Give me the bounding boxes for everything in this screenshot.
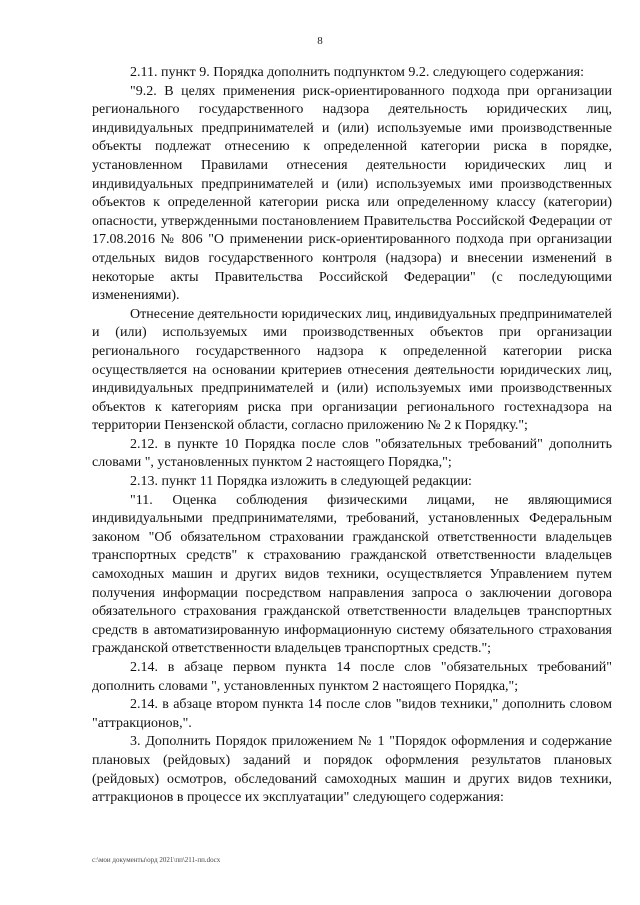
paragraph: "9.2. В целях применения риск-ориентированного подхода при организации регионального государственного надзора деятельность юридических лиц, индивидуальных предпринимателей и (или) используемые ими производственные объекты подлежат отнесению к определенной категории риска в порядке, установленном Правилами отнесения деятельности юридических лиц и индивидуальных предпринимателей и (или) используемых ими производственных объектов к определенной категории риска или определенному классу (категории) опасности, утвержденными постановлением Правительства Российской Федерации от 17.08.2016 № 806 "О применении риск-ориентированного подхода при организации отдельных видов государственного контроля (надзора) и внесении изменений в некоторые акты Правительства Российской Федерации" (с последующими изменениями). [92,83,612,304]
paragraph: Отнесение деятельности юридических лиц, индивидуальных предпринимателей и (или) используемых ими производственных объектов при организации регионального государственного надзора к определенной категории риска осуществляется на основании критериев отнесения деятельности юридических лиц, индивидуальных предпринимателей и (или) используемых ими производственных объектов к категориям риска при организации регионального гостехнадзора на территории Пензенской области, согласно приложению № 2 к Порядку."; [92,306,612,434]
document-body [92,64,612,808]
paragraph: 2.14. в абзаце первом пункта 14 после слов "обязательных требований" дополнить словами ", установленных пунктом 2 настоящего Порядка,"; [92,660,612,694]
footer-file-path: c:\мои документы\орд 2021\пп\211-пп.docx [92,856,221,864]
paragraph: 2.13. пункт 11 Порядка изложить в следующей редакции: [130,474,472,490]
paragraph: 2.12. в пункте 10 Порядка после слов "обязательных требований" дополнить словами ", установленных пунктом 2 настоящего Порядка,"; [92,436,612,471]
paragraph: "11. Оценка соблюдения физическими лицами, не являющимися индивидуальными предпринимателями, требований, установленных Федеральным законом "Об обязательном страховании гражданской ответственности владельцев транспортных средств" к страхованию гражданской ответственности владельцев самоходных машин и других видов техники, осуществляется Управлением путем получения информации посредством направления запроса о заключении договора обязательного страхования гражданской ответственности владельцев транспортных средств в автоматизированную информационную систему обязательного страхования гражданской ответственности владельцев транспортных средств."; [92,492,612,657]
paragraph: 3. Дополнить Порядок приложением № 1 "Порядок оформления и содержание плановых (рейдовых) заданий и порядок оформления результатов плановых (рейдовых) осмотров, обследований самоходных машин и других видов техники, аттракционов в процессе их эксплуатации" следующего содержания: [92,734,612,806]
page-number: 8 [317,35,323,47]
paragraph: 2.14. в абзаце втором пункта 14 после слов "видов техники," дополнить словом "аттракционов,". [92,697,612,731]
paragraph: 2.11. пункт 9. Порядка дополнить подпунктом 9.2. следующего содержания: [130,65,584,80]
